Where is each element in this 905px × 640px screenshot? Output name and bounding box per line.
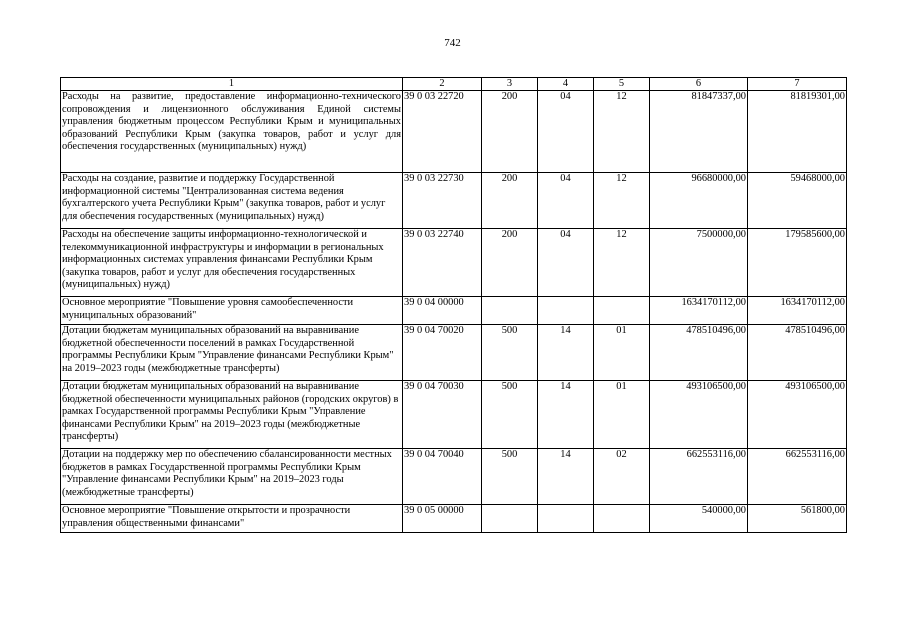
row-c5: 02	[594, 449, 650, 505]
row-description: Дотации на поддержку мер по обеспечению сбалансированности местных бюджетов в рамках Государственной программы Республики Крым "Управление финансами Республики Крым" на 2019–2023 годы (межбюджетные трансферты)	[61, 449, 403, 505]
column-header: 5	[594, 78, 650, 91]
row-amount-6: 1634170112,00	[650, 297, 748, 325]
row-code: 39 0 04 70030	[403, 381, 482, 449]
row-c5	[594, 505, 650, 533]
row-c5: 12	[594, 91, 650, 173]
row-amount-7: 179585600,00	[748, 229, 847, 297]
row-c4: 14	[538, 381, 594, 449]
row-amount-7: 1634170112,00	[748, 297, 847, 325]
row-c5: 12	[594, 229, 650, 297]
row-c4: 14	[538, 449, 594, 505]
row-amount-7: 493106500,00	[748, 381, 847, 449]
row-amount-6: 493106500,00	[650, 381, 748, 449]
row-code: 39 0 03 22720	[403, 91, 482, 173]
row-c3: 200	[482, 173, 538, 229]
row-description: Основное мероприятие "Повышение открытости и прозрачности управления общественными финансами"	[61, 505, 403, 533]
row-code: 39 0 04 70040	[403, 449, 482, 505]
row-c5: 01	[594, 325, 650, 381]
column-header: 1	[61, 78, 403, 91]
table-row	[61, 449, 847, 505]
row-amount-6: 478510496,00	[650, 325, 748, 381]
table-row	[61, 325, 847, 381]
table-row	[61, 505, 847, 533]
row-amount-7: 561800,00	[748, 505, 847, 533]
row-description: Основное мероприятие "Повышение уровня самообеспеченности муниципальных образований"	[61, 297, 403, 325]
row-c3: 200	[482, 91, 538, 173]
row-description: Расходы на обеспечение защиты информационно-технологической и телекоммуникационной инфраструктуры и информации в региональных информационных системах управления финансами Республики Крым (закупка товаров, работ и услуг для обеспечения государственных (муниципальных) нужд)	[61, 229, 403, 297]
table-row	[61, 381, 847, 449]
column-header: 7	[748, 78, 847, 91]
row-amount-6: 7500000,00	[650, 229, 748, 297]
row-amount-7: 59468000,00	[748, 173, 847, 229]
row-amount-7: 478510496,00	[748, 325, 847, 381]
row-code: 39 0 03 22740	[403, 229, 482, 297]
row-amount-6: 81847337,00	[650, 91, 748, 173]
row-c3: 500	[482, 449, 538, 505]
row-amount-6: 540000,00	[650, 505, 748, 533]
row-amount-7: 81819301,00	[748, 91, 847, 173]
row-code: 39 0 04 70020	[403, 325, 482, 381]
column-header: 4	[538, 78, 594, 91]
table-row	[61, 229, 847, 297]
row-c5: 01	[594, 381, 650, 449]
row-code: 39 0 04 00000	[403, 297, 482, 325]
row-code: 39 0 03 22730	[403, 173, 482, 229]
row-c4: 14	[538, 325, 594, 381]
row-amount-7: 662553116,00	[748, 449, 847, 505]
row-c3: 500	[482, 381, 538, 449]
row-c3	[482, 505, 538, 533]
row-c4	[538, 505, 594, 533]
table-row	[61, 173, 847, 229]
row-c5: 12	[594, 173, 650, 229]
page-number: 742	[444, 37, 461, 49]
table-row	[61, 297, 847, 325]
table-header-row	[61, 78, 847, 91]
row-c4: 04	[538, 91, 594, 173]
budget-table	[60, 77, 847, 533]
row-c4: 04	[538, 229, 594, 297]
row-description: Дотации бюджетам муниципальных образований на выравнивание бюджетной обеспеченности муниципальных районов (городских округов) в рамках Государственной программы Республики Крым "Управление финансами Республики Крым" на 2019–2023 годы (межбюджетные трансферты)	[61, 381, 403, 449]
column-header: 3	[482, 78, 538, 91]
row-amount-6: 662553116,00	[650, 449, 748, 505]
row-description: Расходы на развитие, предоставление информационно-технического сопровождения и лицензионного обслуживания Единой системы управления бюджетным процессом Республики Крым и муниципальных образований Республики Крым (закупка товаров, работ и услуг для обеспечения государственных (муниципальных) нужд)	[61, 91, 403, 173]
row-c4: 04	[538, 173, 594, 229]
row-code: 39 0 05 00000	[403, 505, 482, 533]
row-c5	[594, 297, 650, 325]
column-header: 2	[403, 78, 482, 91]
row-description: Дотации бюджетам муниципальных образований на выравнивание бюджетной обеспеченности поселений в рамках Государственной программы Республики Крым "Управление финансами Республики Крым" на 2019–2023 годы (межбюджетные трансферты)	[61, 325, 403, 381]
row-amount-6: 96680000,00	[650, 173, 748, 229]
row-c3: 200	[482, 229, 538, 297]
row-c4	[538, 297, 594, 325]
table-row	[61, 91, 847, 173]
column-header: 6	[650, 78, 748, 91]
row-c3	[482, 297, 538, 325]
row-c3: 500	[482, 325, 538, 381]
row-description: Расходы на создание, развитие и поддержку Государственной информационной системы "Централизованная система ведения бухгалтерского учета Республики Крым" (закупка товаров, работ и услуг для обеспечения государственных (муниципальных) нужд)	[61, 173, 403, 229]
